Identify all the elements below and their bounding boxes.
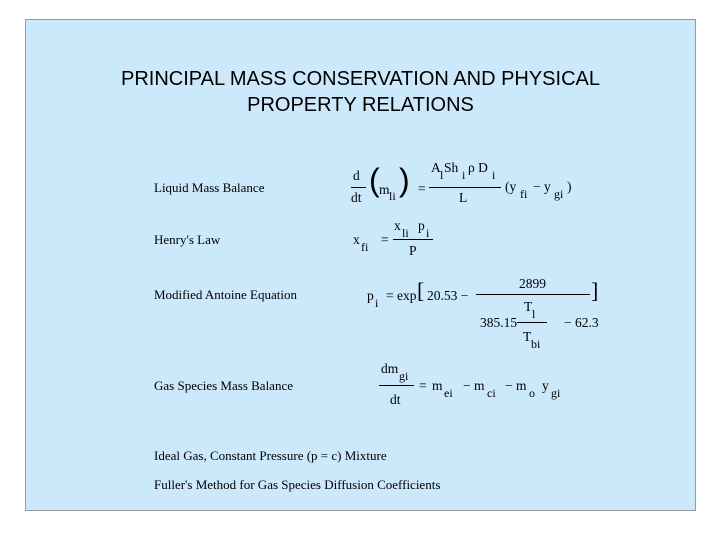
gas-species-mass-balance-label: Gas Species Mass Balance — [154, 378, 293, 393]
fullers-method-note: Fuller's Method for Gas Species Diffusion Coefficients — [154, 477, 441, 492]
henrys-law-label: Henry's Law — [154, 232, 221, 247]
liquid-mass-balance-label: Liquid Mass Balance — [154, 180, 265, 195]
modified-antoine-equation-label: Modified Antoine Equation — [154, 287, 297, 302]
slide-panel: PRINCIPAL MASS CONSERVATION AND PHYSICAL PROPERTY RELATIONS Liquid Mass Balance d dt ( m li ) = A l Sh i ρ D i L (y fi − y gi ) Henry's Law x fi = x li p i P Modified Antoine Equation p i = exp [ 20.53 − 2899 T l 385.15 − 62.3 T bi ] Gas Species Mass Balance dm gi dt = m ei − m ci − m o y gi Ideal Gas, Constant Pressure (p = c) Mixture Fuller's Method for Gas Species Diffusion Coefficients — [25, 19, 696, 511]
title-line-2: PROPERTY RELATIONS — [247, 94, 474, 116]
title-line-1: PRINCIPAL MASS CONSERVATION AND PHYSICAL — [120, 68, 600, 90]
slide-title — [26, 66, 695, 118]
ideal-gas-note: Ideal Gas, Constant Pressure (p = c) Mixture — [154, 448, 387, 463]
